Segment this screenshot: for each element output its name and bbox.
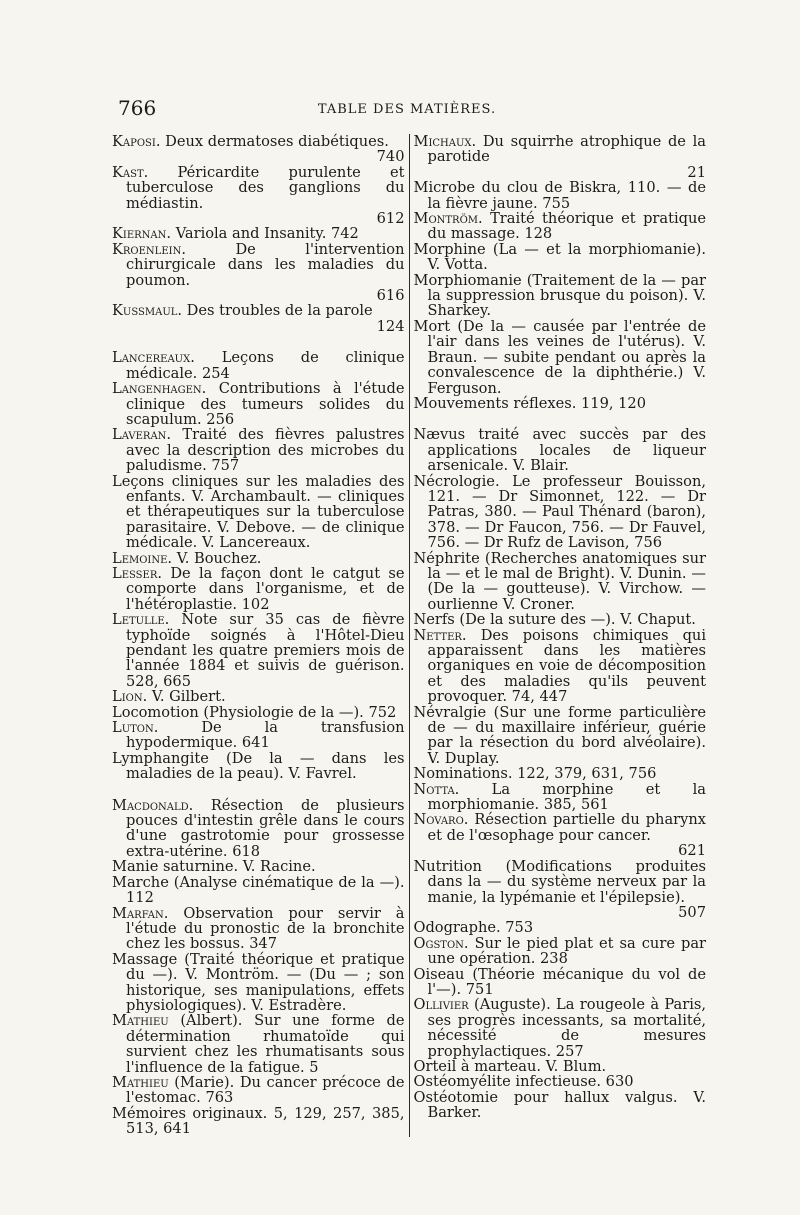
entry-text: Névralgie (Sur une forme particulière de — du maxillaire inférieur, guérie par la résection du bord alvéolaire). V. Duplay. — [413, 703, 706, 767]
entry-text: Des poisons chimiques qui apparaissent dans les matières organiques en voie de décomposition et des maladies qu'ils peuvent provoquer. 74, 447 — [427, 626, 706, 706]
index-entry — [112, 720, 405, 751]
index-entry — [414, 396, 707, 411]
index-entry — [414, 782, 707, 813]
index-entry — [112, 474, 405, 551]
entry-text: Lymphangite (De la — dans les maladies de la peau). V. Favrel. — [112, 749, 405, 783]
entry-author: Lemoine. — [112, 549, 173, 567]
entry-text: (Marie). Du cancer précoce de l'estomac. 763 — [126, 1073, 405, 1107]
entry-text: De la transfusion hypodermique. 641 — [126, 719, 405, 752]
index-entry — [112, 226, 405, 241]
entry-text: Nævus traité avec succès par des applications locales de liqueur arsenicale. V. Blair. — [413, 426, 706, 475]
entry-text: Traité théorique et pratique du massage. 128 — [427, 210, 706, 243]
entry-author: Ollivier — [413, 996, 469, 1014]
index-entry — [112, 427, 405, 473]
entry-text: Oiseau (Théorie mécanique du vol de l'—). 751 — [413, 965, 706, 998]
index-entry — [414, 705, 707, 767]
entry-text: Contributions à l'étude clinique des tumeurs solides du scapulum. 256 — [126, 380, 405, 428]
entry-author: Mathieu — [112, 1012, 169, 1030]
entry-page-ref: 616 — [376, 287, 405, 305]
index-entry — [414, 997, 707, 1059]
running-title: TABLE DES MATIÈRES. — [317, 102, 497, 117]
entry-text: Manie saturnine. V. Racine. — [112, 858, 316, 876]
entry-text: Note sur 35 cas de fièvre typhoïde soignés à l'Hôtel-Dieu pendant les quatre premiers mois de l'année 1884 et suivis de guérison. 528, 665 — [126, 611, 405, 690]
left-column — [112, 134, 410, 1137]
index-entry — [414, 612, 707, 627]
index-entry — [112, 551, 405, 566]
entry-text: Ostéomyélite infectieuse. 630 — [413, 1073, 634, 1091]
index-entry — [414, 1074, 707, 1089]
index-entry — [112, 705, 405, 720]
entry-text: Locomotion (Physiologie de la —). 752 — [112, 703, 397, 721]
index-entry — [414, 319, 707, 396]
entry-text: Orteil à marteau. V. Blum. — [413, 1057, 607, 1075]
entry-author: Marfan. — [112, 904, 169, 922]
index-entry — [112, 242, 405, 304]
entry-author: Kaposi. — [112, 133, 161, 150]
right-column — [410, 134, 707, 1137]
page-number: 766 — [118, 96, 157, 120]
entry-text: Mouvements réflexes. 119, 120 — [413, 394, 646, 412]
entry-text: Morphiomanie (Traitement de la — par la suppression brusque du poison). V. Sharkey. — [413, 271, 706, 320]
index-entry — [414, 551, 707, 613]
entry-text: Morphine (La — et la morphiomanie). V. Votta. — [413, 240, 706, 274]
entry-text: Nominations. 122, 379, 631, 756 — [413, 765, 657, 783]
entry-text: Nutrition (Modifications produites dans la — du système nerveux par la manie, la lypémanie et l'épilepsie). — [413, 857, 706, 906]
entry-text: Des troubles de la parole — [186, 302, 373, 320]
entry-author: Kroenlein. — [112, 240, 186, 258]
index-entry — [414, 1059, 707, 1074]
entry-page-ref: 740 — [376, 148, 405, 166]
index-entry — [112, 350, 405, 381]
entry-text: Mort (De la — causée par l'entrée de l'air dans les veines de l'utérus). V. Braun. — subite pendant ou après la convalescence de la diphthérie.) V. Ferguson. — [413, 317, 706, 397]
index-columns — [112, 134, 706, 1137]
entry-author: Kiernan. — [112, 225, 172, 243]
entry-text: V. Gilbert. — [151, 688, 226, 706]
entry-text: Leçons cliniques sur les maladies des enfants. V. Archambault. — cliniques et thérapeutiques sur la tuberculose parasitaire. V. Debove. — de clinique médicale. V. Lancereaux. — [112, 472, 405, 552]
index-entry — [414, 967, 707, 998]
entry-text: Résection de plusieurs pouces d'intestin grêle dans le cours d'une gastrotomie pour grossesse extra-utérine. 618 — [126, 796, 405, 860]
entry-text: Sur le pied plat et sa cure par une opération. 238 — [427, 934, 707, 968]
index-entry — [112, 798, 405, 860]
entry-text: Péricardite purulente et tuberculose des ganglions du médiastin. — [126, 163, 405, 212]
entry-text: De l'intervention chirurgicale dans les maladies du poumon. — [126, 240, 405, 289]
index-entry — [112, 165, 405, 227]
entry-author: Kussmaul. — [112, 302, 183, 320]
index-entry — [112, 1075, 405, 1106]
entry-text: Nécrologie. Le professeur Bouisson, 121. — Dr Simonnet, 122. — Dr Patras, 380. — Paul Thénard (baron), 378. — Dr Faucon, 756. — Dr Fauvel, 756. — Dr Rufz de Lavison, 756 — [413, 472, 706, 552]
entry-text: De la façon dont le catgut se comporte dans l'organisme, et de l'hétéroplastie. 102 — [126, 564, 405, 613]
index-entry — [414, 474, 707, 551]
entry-text: La morphine et la morphiomanie. 385, 561 — [427, 780, 706, 814]
index-entry — [414, 812, 707, 858]
entry-text: Marche (Analyse cinématique de la —). 112 — [112, 873, 405, 907]
entry-text: Néphrite (Recherches anatomiques sur la — et le mal de Bright). V. Dunin. —(De la — goutteuse). V. Virchow. — ourlienne V. Croner. — [413, 549, 706, 613]
entry-text: Résection partielle du pharynx et de l'œsophage pour cancer. — [427, 811, 707, 844]
index-entry — [112, 689, 405, 704]
entry-page-ref: 507 — [678, 903, 706, 921]
entry-author: Novaro. — [413, 811, 469, 829]
entry-author: Luton. — [112, 719, 159, 737]
index-entry — [414, 920, 707, 935]
page-header — [112, 96, 702, 126]
index-entry — [112, 381, 405, 427]
entry-page-ref: 612 — [376, 210, 405, 228]
index-entry — [112, 906, 405, 952]
index-entry — [414, 242, 707, 273]
entry-text: Variola and Insanity. 742 — [175, 225, 359, 243]
entry-author: Lancereaux. — [112, 349, 195, 367]
index-entry — [112, 612, 405, 689]
entry-text: Leçons de clinique médicale. 254 — [126, 349, 405, 382]
index-entry — [414, 211, 707, 242]
entry-text: V. Bouchez. — [176, 549, 262, 567]
index-entry — [414, 766, 707, 781]
entry-text: Massage (Traité théorique et pratique du —). V. Montröm. — (Du — ; son historique, ses manipulations, effets physiologiques). V. Estradère. — [112, 950, 405, 1014]
entry-author: Notta. — [413, 780, 460, 798]
index-entry — [414, 628, 707, 705]
index-entry — [414, 134, 707, 180]
entry-author: Michaux. — [413, 133, 477, 150]
index-entry — [112, 1013, 405, 1075]
entry-text: Du squirrhe atrophique de la parotide — [427, 133, 706, 166]
entry-page-ref: 21 — [687, 163, 706, 181]
index-entry — [112, 1106, 405, 1137]
index-entry — [112, 875, 405, 906]
section-gap — [112, 782, 405, 798]
index-entry — [414, 427, 707, 473]
entry-text: (Auguste). La rougeole à Paris, ses progrès incessants, sa mortalité, nécessité de mesures prophylactiques. 257 — [427, 996, 706, 1060]
entry-page-ref: 124 — [376, 317, 405, 335]
entry-text: Mémoires originaux. 5, 129, 257, 385, 513, 641 — [112, 1104, 405, 1138]
entry-text: Deux dermatoses diabétiques. — [165, 133, 389, 150]
index-entry — [414, 273, 707, 319]
index-entry — [414, 180, 707, 211]
entry-text: Observation pour servir à l'étude du pronostic de la bronchite chez les bossus. 347 — [126, 904, 405, 953]
entry-author: Ogston. — [413, 934, 469, 952]
entry-author: Letulle. — [112, 611, 170, 629]
index-entry — [414, 936, 707, 967]
entry-text: Traité des fièvres palustres avec la description des microbes du paludisme. 757 — [126, 426, 405, 475]
entry-author: Mathieu — [112, 1073, 169, 1091]
entry-author: Laveran. — [112, 426, 172, 444]
entry-author: Kast. — [112, 163, 149, 181]
section-gap — [112, 334, 405, 350]
entry-text: Odographe. 753 — [413, 919, 534, 937]
entry-text: Nerfs (De la suture des —). V. Chaput. — [413, 611, 696, 629]
entry-author: Lesser. — [112, 564, 162, 582]
entry-page-ref: 621 — [678, 842, 706, 860]
entry-text: (Albert). Sur une forme de détermination rhumatoïde qui survient chez les rhumatisants sous l'influence de la fatigue. 5 — [126, 1012, 405, 1076]
index-entry — [112, 303, 405, 334]
index-entry — [414, 1090, 707, 1121]
entry-author: Macdonald. — [112, 796, 194, 814]
index-entry — [112, 751, 405, 782]
entry-text: Microbe du clou de Biskra, 110. — de la fièvre jaune. 755 — [413, 179, 706, 212]
section-gap — [414, 411, 707, 427]
entry-author: Langenhagen. — [112, 380, 207, 398]
entry-author: Netter. — [413, 626, 467, 644]
index-entry — [112, 134, 405, 165]
index-entry — [112, 952, 405, 1014]
index-entry — [112, 859, 405, 874]
index-entry — [414, 859, 707, 921]
entry-author: Montröm. — [413, 210, 483, 228]
entry-text: Ostéotomie pour hallux valgus. V. Barker. — [413, 1088, 706, 1122]
index-entry — [112, 566, 405, 612]
entry-author: Lion. — [112, 688, 148, 706]
